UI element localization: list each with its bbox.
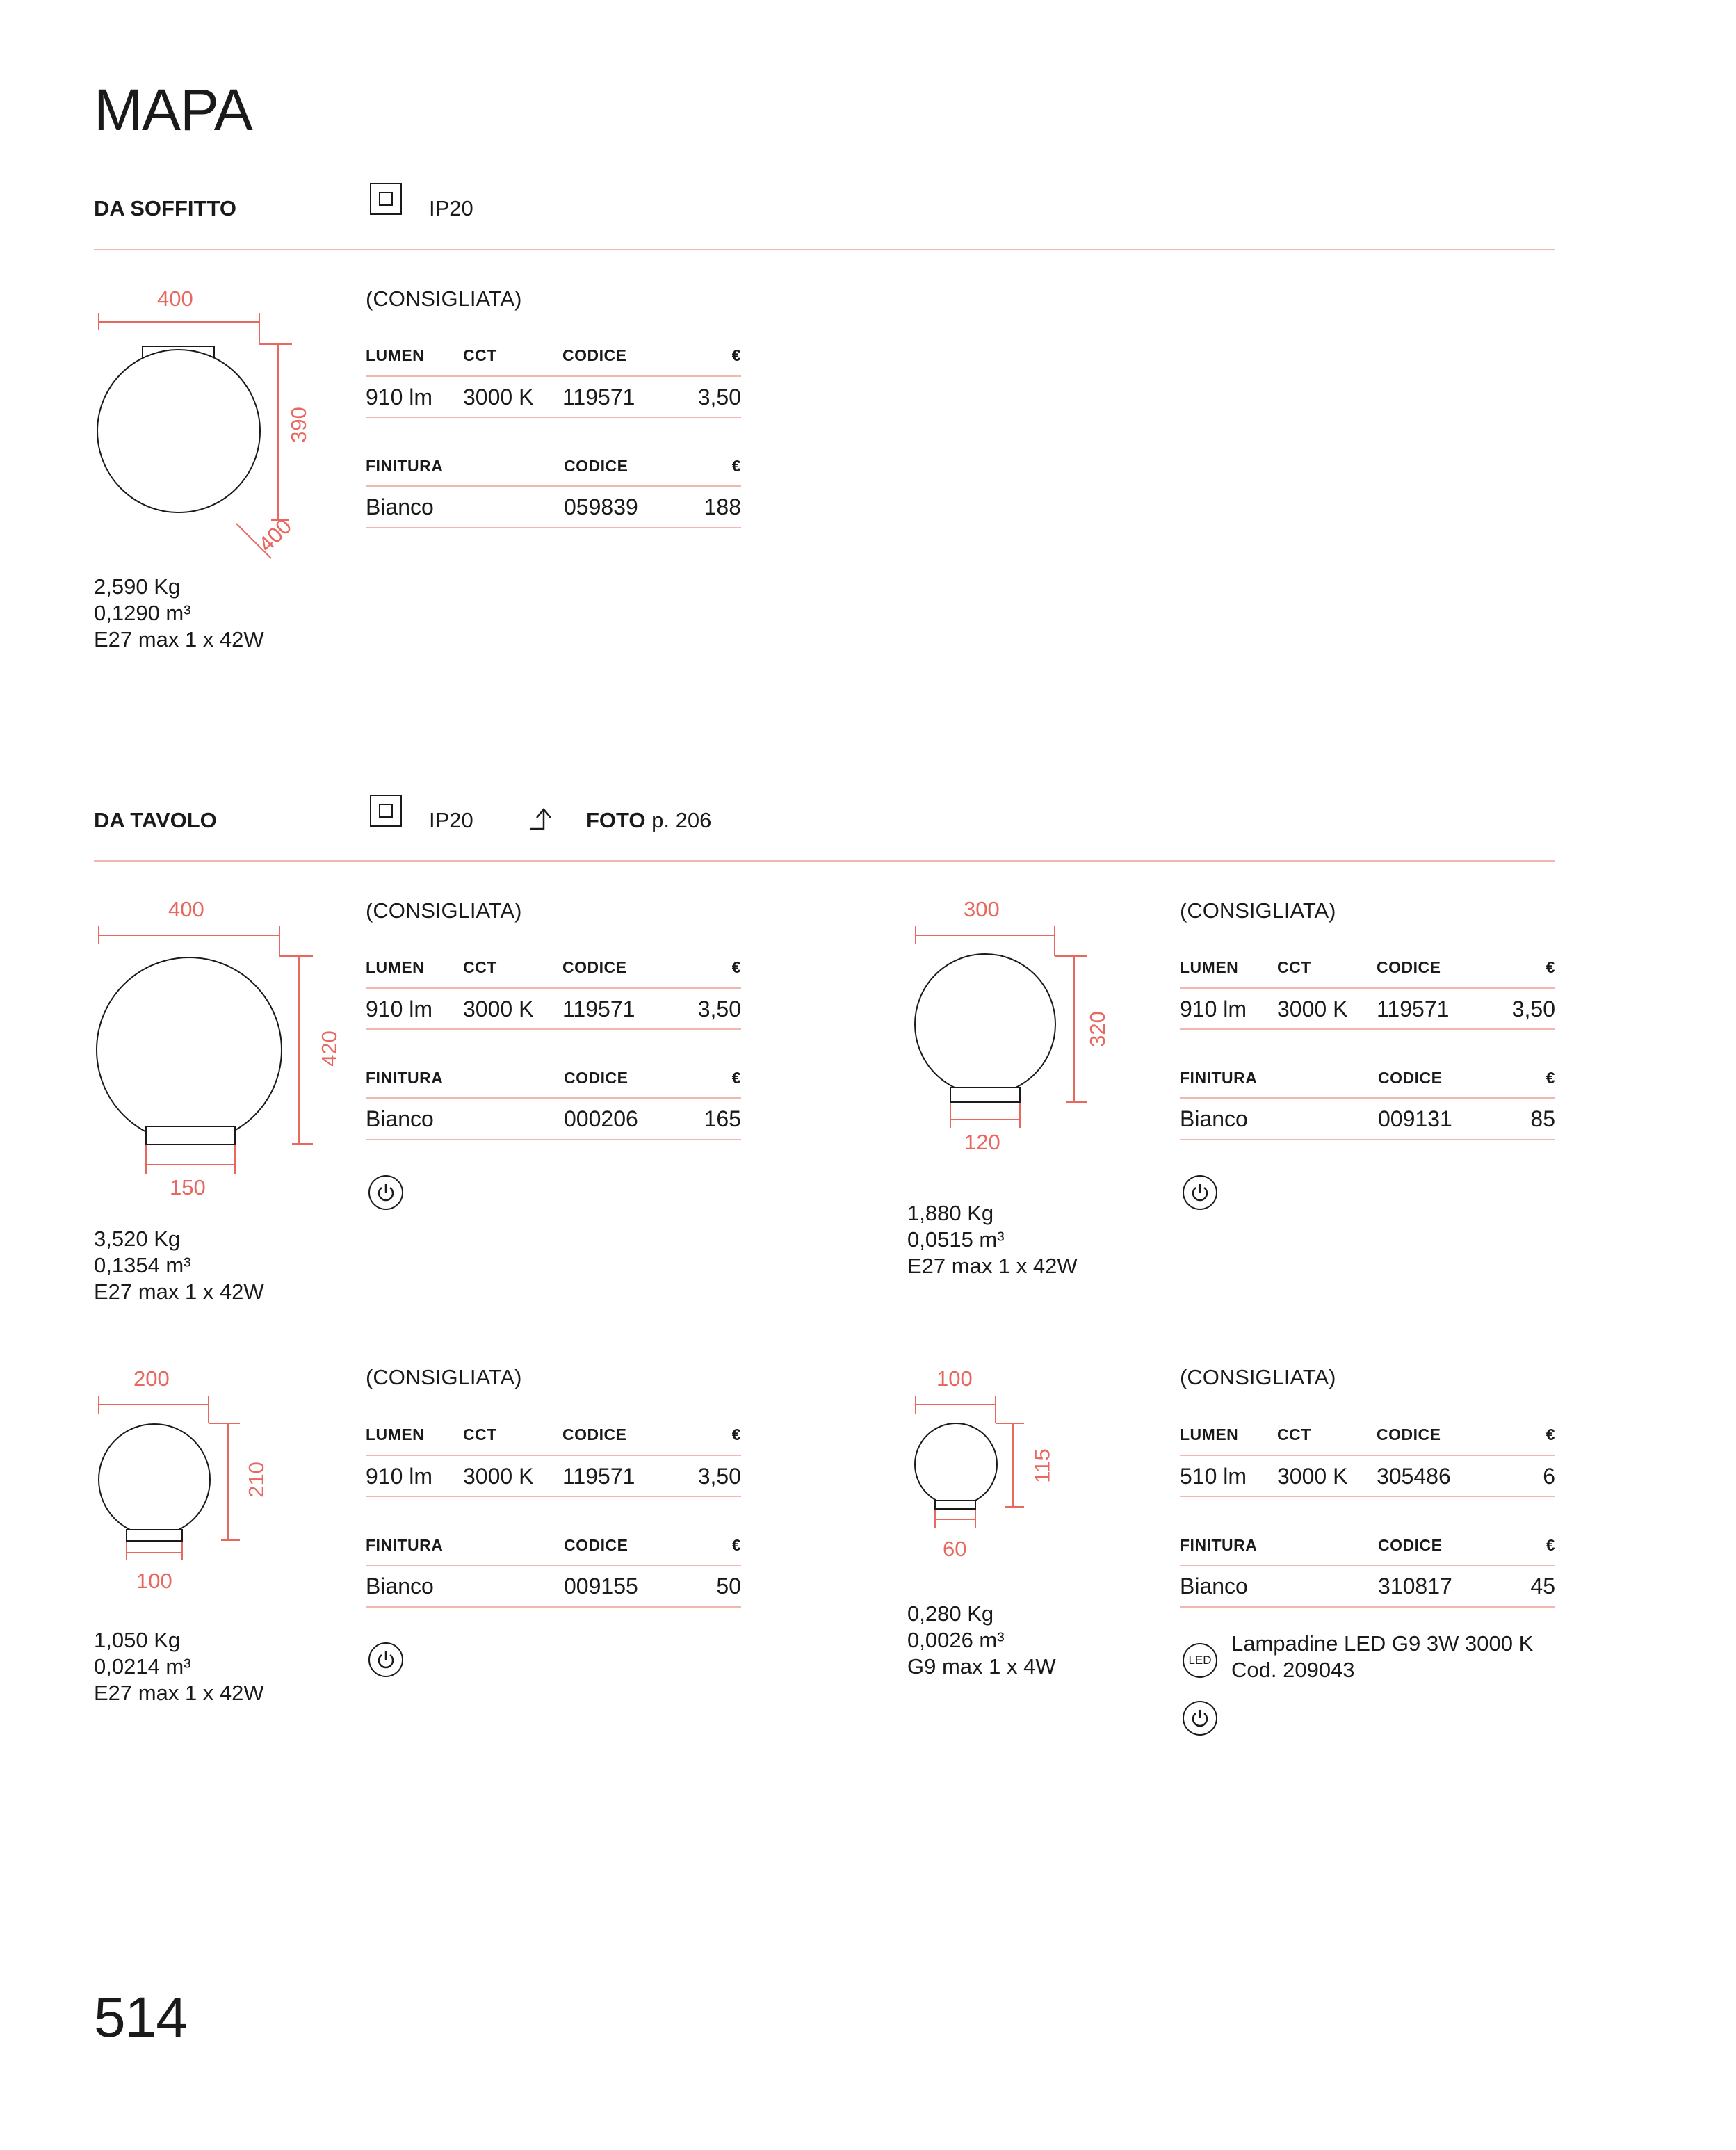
header-codice: CODICE xyxy=(564,1536,628,1554)
header-cct: CCT xyxy=(1277,958,1311,976)
dim-height: 390 xyxy=(286,407,311,443)
finish-price: 188 xyxy=(704,494,741,519)
header-finitura: FINITURA xyxy=(1180,1069,1258,1087)
finish-price: 165 xyxy=(704,1106,741,1131)
weight: 2,590 Kg xyxy=(94,574,181,599)
product-info xyxy=(94,1226,264,1305)
led-note-line2: Cod. 209043 xyxy=(1231,1658,1355,1682)
section-divider xyxy=(94,249,1555,250)
row-divider xyxy=(366,987,741,989)
row-divider xyxy=(1180,1565,1555,1566)
weight: 1,880 Kg xyxy=(907,1201,994,1225)
indoor-icon xyxy=(370,183,402,215)
dim-height: 320 xyxy=(1085,1011,1110,1047)
bulb-code: 119571 xyxy=(562,1464,635,1489)
lamp-spec: E27 max 1 x 42W xyxy=(94,627,264,652)
dim-base: 150 xyxy=(170,1175,206,1199)
row-divider xyxy=(366,1097,741,1099)
weight: 1,050 Kg xyxy=(94,1628,181,1652)
header-euro: € xyxy=(731,958,741,976)
row-divider xyxy=(1180,1097,1555,1099)
foto-page: p. 206 xyxy=(651,808,712,832)
table-lamp-drawing xyxy=(90,897,341,1203)
header-codice: CODICE xyxy=(562,1425,627,1444)
product-info xyxy=(907,1200,1078,1279)
lamp-spec: E27 max 1 x 42W xyxy=(907,1254,1078,1278)
header-euro: € xyxy=(731,1536,741,1554)
header-euro: € xyxy=(1546,1069,1555,1087)
section-divider xyxy=(94,860,1555,862)
header-euro: € xyxy=(1546,958,1555,976)
header-codice: CODICE xyxy=(562,958,627,976)
row-divider xyxy=(366,485,741,487)
row-divider xyxy=(1180,1455,1555,1456)
row-divider xyxy=(366,1455,741,1456)
volume: 0,0214 m³ xyxy=(94,1654,191,1679)
led-bulb-note xyxy=(1231,1631,1533,1683)
lamp-spec: G9 max 1 x 4W xyxy=(907,1654,1056,1679)
header-euro: € xyxy=(731,1069,741,1087)
lamp-spec: E27 max 1 x 42W xyxy=(94,1681,264,1705)
bulb-code: 119571 xyxy=(1377,996,1450,1021)
finish-value: Bianco xyxy=(366,1106,434,1131)
finish-value: Bianco xyxy=(366,494,434,519)
row-divider xyxy=(366,1565,741,1566)
row-divider xyxy=(366,1496,741,1497)
volume: 0,1354 m³ xyxy=(94,1253,191,1277)
cct-value: 3000 K xyxy=(1277,1464,1348,1489)
row-divider xyxy=(1180,1139,1555,1140)
indoor-icon xyxy=(370,795,402,827)
row-divider xyxy=(366,1606,741,1608)
row-divider xyxy=(1180,1496,1555,1497)
bulb-price: 3,50 xyxy=(697,385,741,410)
section-label-soffitto: DA SOFFITTO xyxy=(94,196,236,220)
header-euro: € xyxy=(1546,1425,1555,1444)
lumen-value: 910 lm xyxy=(1180,996,1247,1021)
finish-code: 310817 xyxy=(1378,1574,1452,1599)
header-cct: CCT xyxy=(463,346,497,364)
finish-price: 45 xyxy=(1530,1574,1555,1599)
cct-value: 3000 K xyxy=(463,996,534,1021)
product-info xyxy=(94,574,264,653)
lumen-value: 510 lm xyxy=(1180,1464,1247,1489)
dim-base: 100 xyxy=(136,1569,172,1593)
cct-value: 3000 K xyxy=(1277,996,1348,1021)
header-euro: € xyxy=(731,346,741,364)
product-info xyxy=(907,1601,1056,1680)
dim-depth: 400 xyxy=(253,513,297,557)
header-codice: CODICE xyxy=(1377,958,1441,976)
page-title: MAPA xyxy=(94,77,252,143)
led-note-line1: Lampadine LED G9 3W 3000 K xyxy=(1231,1631,1534,1656)
row-divider xyxy=(366,1028,741,1030)
dim-base: 60 xyxy=(943,1537,967,1561)
bulb-price: 3,50 xyxy=(697,996,741,1021)
ip-rating: IP20 xyxy=(429,808,473,832)
weight: 3,520 Kg xyxy=(94,1227,181,1251)
finish-code: 009155 xyxy=(564,1574,638,1599)
consigliata-label: (CONSIGLIATA) xyxy=(366,898,522,923)
lamp-spec: E27 max 1 x 42W xyxy=(94,1279,264,1304)
cct-value: 3000 K xyxy=(463,385,534,410)
consigliata-label: (CONSIGLIATA) xyxy=(366,1365,522,1389)
power-switch-icon xyxy=(1183,1701,1217,1736)
page-number: 514 xyxy=(94,1986,187,2049)
lumen-value: 910 lm xyxy=(366,385,433,410)
header-cct: CCT xyxy=(463,1425,497,1444)
header-euro: € xyxy=(731,457,741,475)
finish-value: Bianco xyxy=(1180,1106,1248,1131)
foto-label: FOTO xyxy=(586,808,646,832)
header-cct: CCT xyxy=(1277,1425,1311,1444)
header-finitura: FINITURA xyxy=(366,1536,444,1554)
product-info xyxy=(94,1627,264,1706)
dim-width: 400 xyxy=(168,897,204,921)
consigliata-label: (CONSIGLIATA) xyxy=(366,286,522,311)
dim-height: 420 xyxy=(316,1030,341,1067)
power-switch-icon xyxy=(368,1175,403,1210)
weight: 0,280 Kg xyxy=(907,1601,994,1626)
finish-code: 000206 xyxy=(564,1106,638,1131)
header-euro: € xyxy=(1546,1536,1555,1554)
arrow-up-right-icon xyxy=(528,807,556,832)
header-euro: € xyxy=(731,1425,741,1444)
header-lumen: LUMEN xyxy=(366,1425,425,1444)
bulb-code: 119571 xyxy=(562,385,635,410)
cct-value: 3000 K xyxy=(463,1464,534,1489)
finish-code: 059839 xyxy=(564,494,638,519)
bulb-code: 119571 xyxy=(562,996,635,1021)
header-codice: CODICE xyxy=(564,1069,628,1087)
header-cct: CCT xyxy=(463,958,497,976)
consigliata-label: (CONSIGLIATA) xyxy=(1180,898,1336,923)
dim-base: 120 xyxy=(964,1130,1000,1154)
bulb-code: 305486 xyxy=(1377,1464,1451,1489)
row-divider xyxy=(366,527,741,528)
finish-price: 85 xyxy=(1530,1106,1555,1131)
header-codice: CODICE xyxy=(1378,1069,1443,1087)
header-finitura: FINITURA xyxy=(366,457,444,475)
bulb-price: 3,50 xyxy=(697,1464,741,1489)
dim-width: 300 xyxy=(964,897,1000,921)
power-switch-icon xyxy=(1183,1175,1217,1210)
dim-width: 200 xyxy=(133,1366,170,1391)
bulb-price: 3,50 xyxy=(1511,996,1555,1021)
row-divider xyxy=(1180,987,1555,989)
finish-code: 009131 xyxy=(1378,1106,1452,1131)
row-divider xyxy=(1180,1606,1555,1608)
header-codice: CODICE xyxy=(564,457,628,475)
dim-width: 100 xyxy=(936,1366,973,1391)
foto-reference[interactable] xyxy=(586,808,711,833)
header-codice: CODICE xyxy=(1377,1425,1441,1444)
header-codice: CODICE xyxy=(562,346,627,364)
row-divider xyxy=(1180,1028,1555,1030)
header-lumen: LUMEN xyxy=(366,346,425,364)
volume: 0,1290 m³ xyxy=(94,601,191,625)
row-divider xyxy=(366,375,741,377)
lumen-value: 910 lm xyxy=(366,1464,433,1489)
dim-height: 210 xyxy=(243,1462,268,1498)
header-finitura: FINITURA xyxy=(366,1069,444,1087)
header-finitura: FINITURA xyxy=(1180,1536,1258,1554)
header-lumen: LUMEN xyxy=(1180,1425,1239,1444)
dim-width: 400 xyxy=(157,286,193,311)
power-switch-icon xyxy=(368,1642,403,1677)
volume: 0,0026 m³ xyxy=(907,1628,1005,1652)
header-codice: CODICE xyxy=(1378,1536,1443,1554)
finish-value: Bianco xyxy=(366,1574,434,1599)
bulb-price: 6 xyxy=(1543,1464,1555,1489)
header-lumen: LUMEN xyxy=(366,958,425,976)
section-label-tavolo: DA TAVOLO xyxy=(94,808,217,832)
led-bulb-icon: LED xyxy=(1183,1643,1217,1678)
consigliata-label: (CONSIGLIATA) xyxy=(1180,1365,1336,1389)
volume: 0,0515 m³ xyxy=(907,1227,1005,1252)
lumen-value: 910 lm xyxy=(366,996,433,1021)
row-divider xyxy=(366,417,741,418)
header-lumen: LUMEN xyxy=(1180,958,1239,976)
dim-height: 115 xyxy=(1030,1448,1055,1483)
finish-value: Bianco xyxy=(1180,1574,1248,1599)
row-divider xyxy=(366,1139,741,1140)
finish-price: 50 xyxy=(716,1574,741,1599)
ip-rating: IP20 xyxy=(429,196,473,220)
